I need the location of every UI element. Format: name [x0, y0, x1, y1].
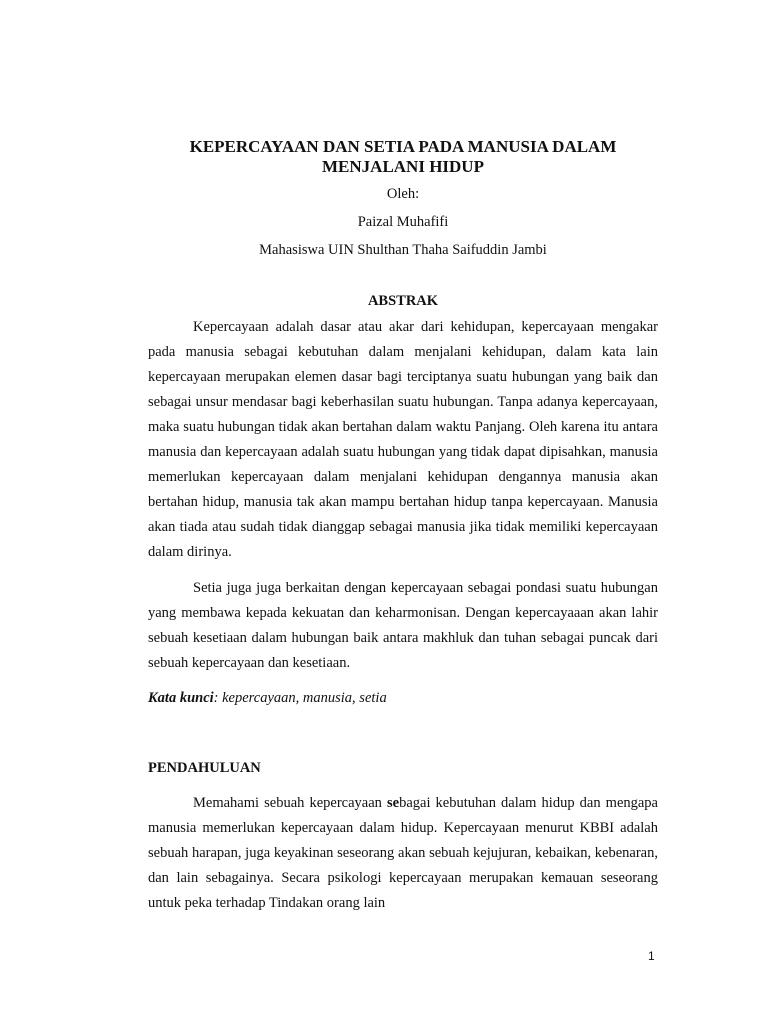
keywords-value: : kepercayaan, manusia, setia	[213, 690, 387, 706]
title-line-2: MENJALANI HIDUP	[322, 157, 484, 176]
document-title	[148, 137, 658, 177]
page-number: 1	[648, 949, 655, 963]
section-paragraph-bold: se	[386, 795, 400, 811]
section-paragraph-rest: bagai kebutuhan dalam hidup dan mengapa manusia memerlukan kepercayaan dalam hidup. Kepercayaan menurut KBBI adalah sebuah harapan, juga keyakinan seseorang akan sebuah kejujuran, kebaikan, kebenaran, dan lain sebagainya. Secara psikologi kepercayaan merupakan kemauan seseorang untuk peka terhadap Tindakan orang lain	[148, 795, 658, 911]
author-affiliation: Mahasiswa UIN Shulthan Thaha Saifuddin Jambi	[259, 242, 547, 258]
keywords-label: Kata kunci	[148, 690, 214, 706]
abstract-paragraph-2: Setia juga juga berkaitan dengan kepercayaan sebagai pondasi suatu hubungan yang membawa kepada kekuatan dan keharmonisan. Dengan kepercayaaan akan lahir sebuah kesetiaan dalam hubungan baik antara makhluk dan tuhan sebagai puncak dari sebuah kepercayaan dan kesetiaan.	[148, 580, 658, 671]
section-paragraph-start: Memahami sebuah kepercayaan	[193, 795, 387, 811]
keywords-line	[148, 690, 658, 707]
section-paragraph	[148, 791, 658, 916]
title-line-1: KEPERCAYAAN DAN SETIA PADA MANUSIA DALAM	[189, 137, 617, 156]
section-heading: PENDAHULUAN	[148, 760, 261, 776]
byline-label: Oleh:	[386, 186, 420, 202]
abstract-heading: ABSTRAK	[367, 293, 439, 309]
author-name: Paizal Muhafifi	[357, 214, 449, 230]
abstract-paragraph-1: Kepercayaan adalah dasar atau akar dari kehidupan, kepercayaan mengakar pada manusia sebagai kebutuhan dalam menjalani kehidupan, dalam kata lain kepercayaan merupakan elemen dasar bagi terciptanya suatu hubungan yang baik dan sebagai unsur mendasar bagi keberhasilan suatu hubungan. Tanpa adanya kepercayaan, maka suatu hubungan tidak akan bertahan dalam waktu Panjang. Oleh karena itu antara manusia dan kepercayaan adalah suatu hubungan yang tidak dapat dipisahkan, manusia memerlukan kepercayaan dalam menjalani kehidupan dengannya manusia akan bertahan hidup, manusia tak akan mampu bertahan hidup tanpa kepercayaan. Manusia akan tiada atau sudah tidak dianggap sebagai manusia jika tidak memiliki kepercayaan dalam dirinya.	[148, 319, 658, 560]
